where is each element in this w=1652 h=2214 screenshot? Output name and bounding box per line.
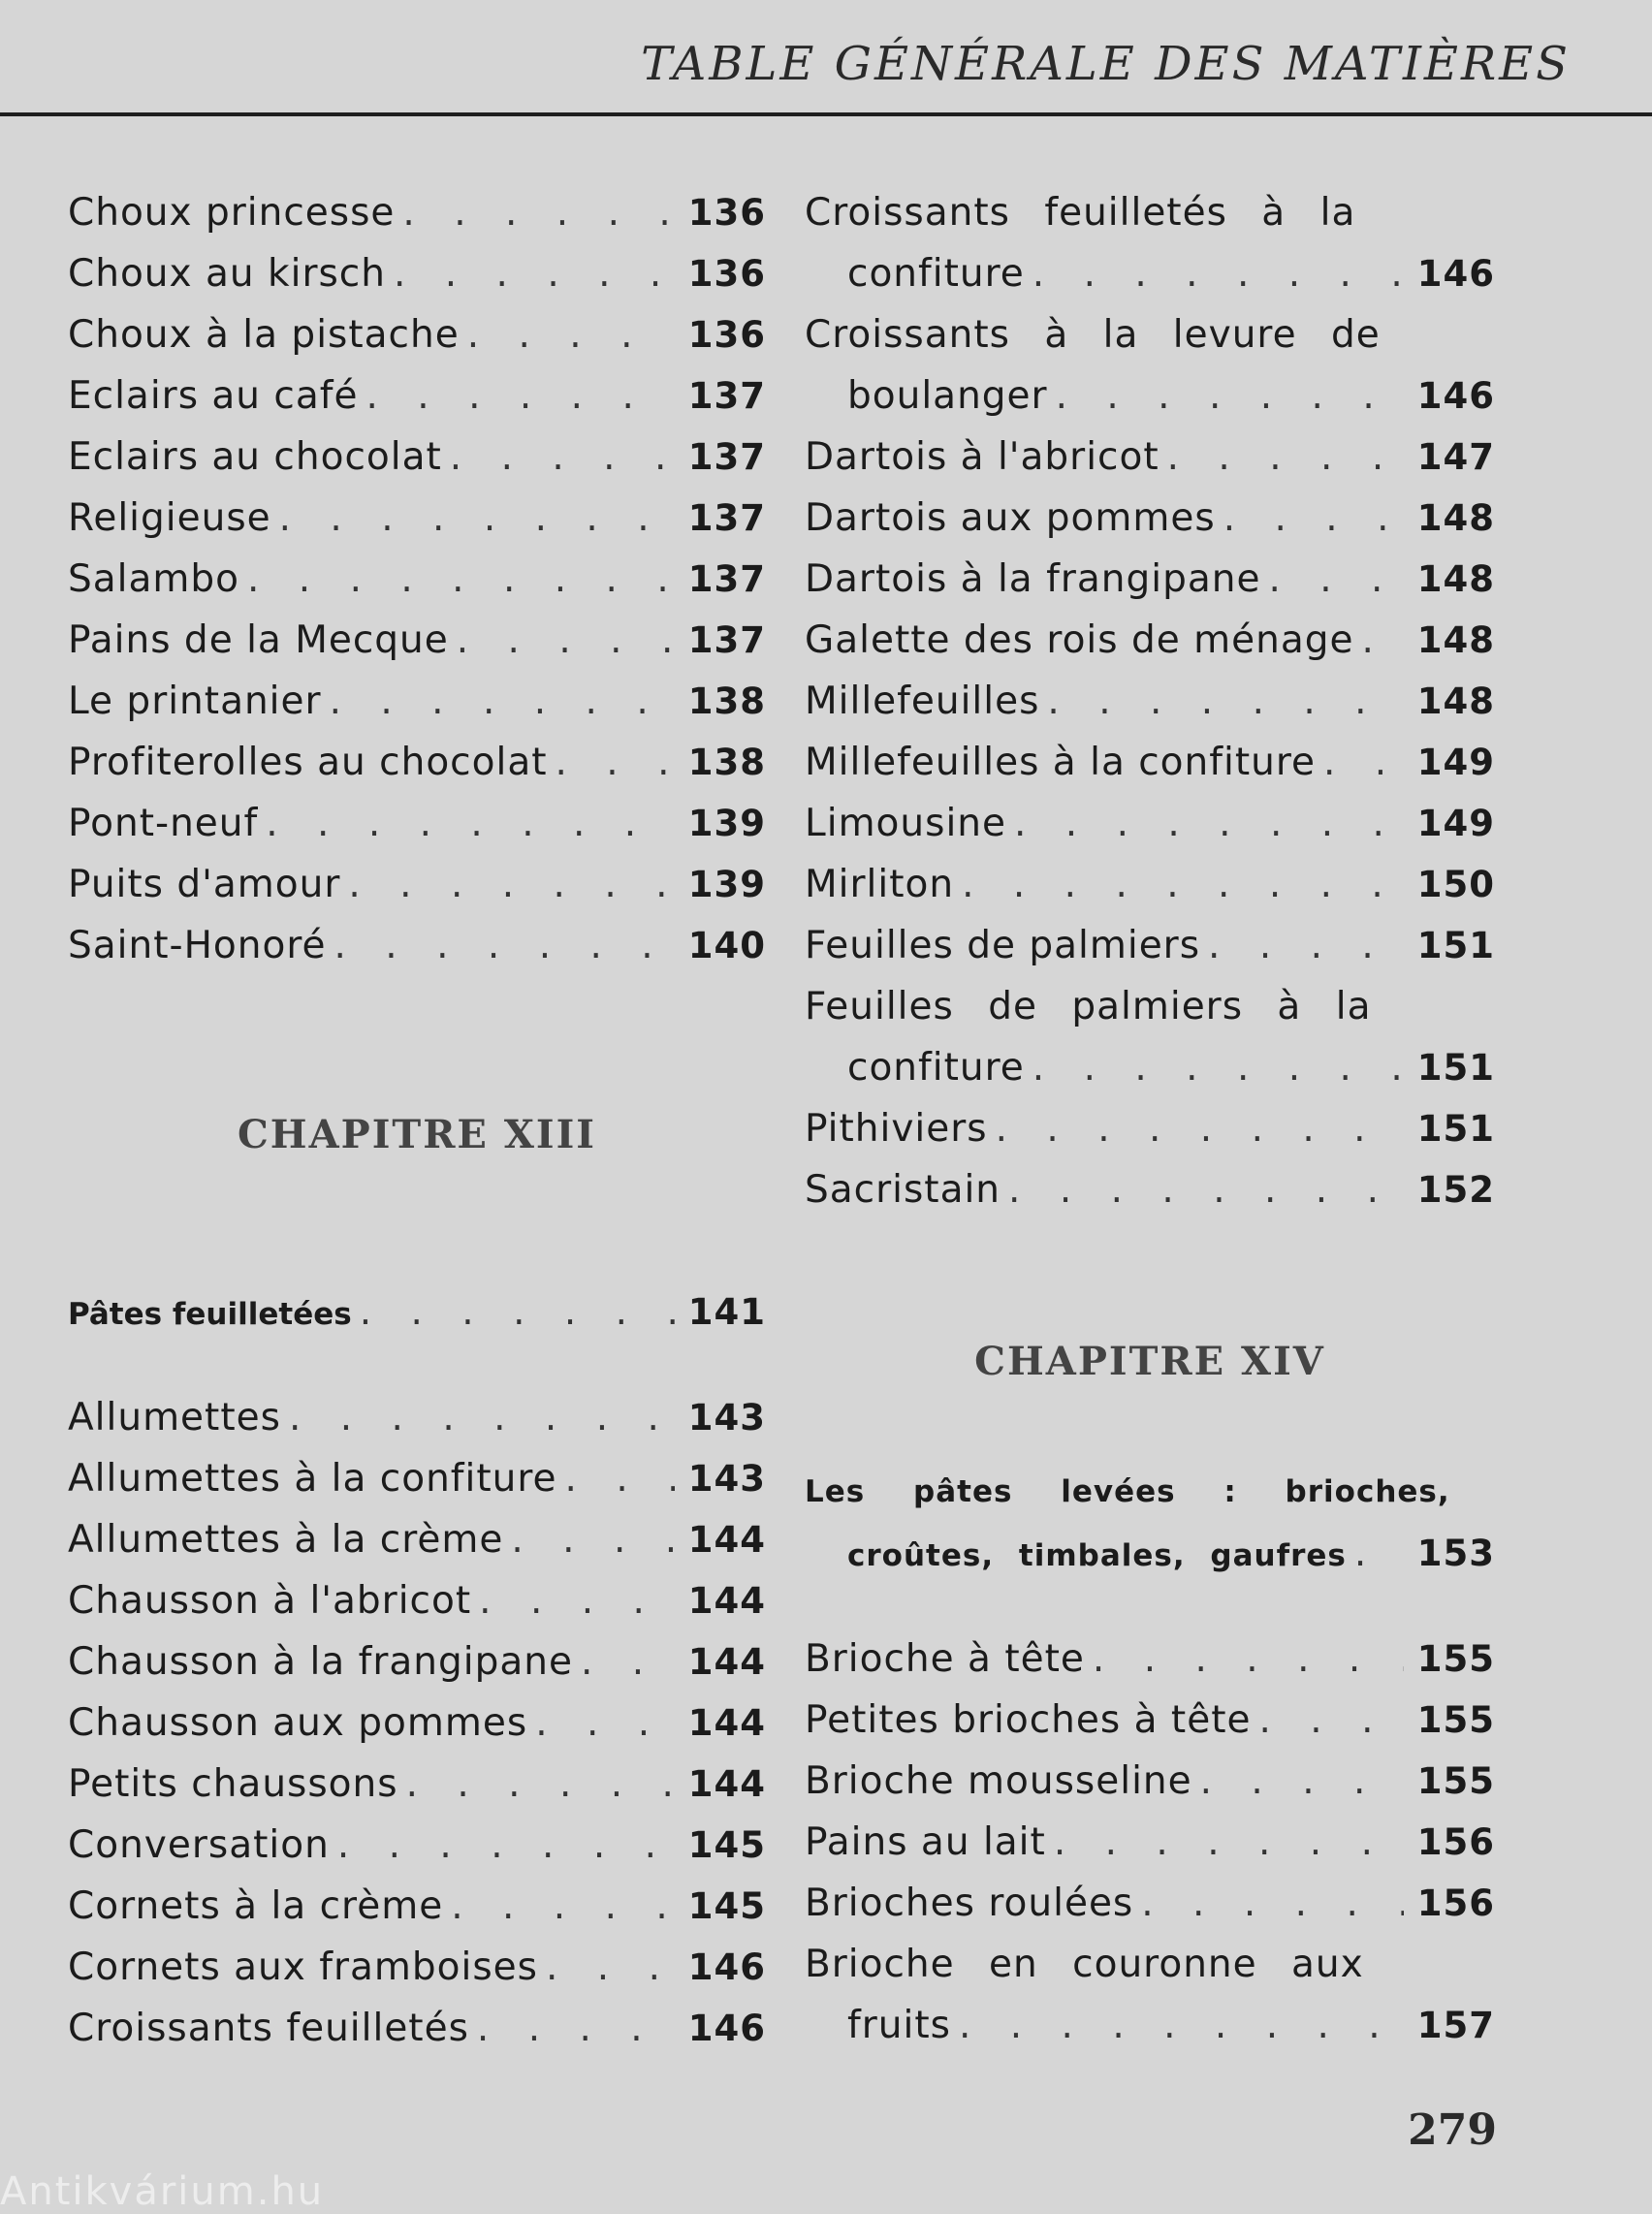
leader-dots <box>546 1937 675 1998</box>
toc-entry[interactable] <box>68 1448 766 1509</box>
toc-entry[interactable] <box>805 427 1495 488</box>
entry-label: Croissants feuilletés à la <box>805 191 1356 235</box>
page-number: 148 <box>1416 680 1495 722</box>
entry-label: Saint-Honoré <box>68 924 327 967</box>
entry-label: Feuilles de palmiers à la <box>805 985 1372 1028</box>
leader-dots <box>1008 1159 1404 1220</box>
watermark: Antikvárium.hu <box>0 2169 325 2214</box>
entry-label: Mirliton <box>805 863 955 906</box>
leader-dots <box>360 1281 675 1343</box>
entry-label: Croissants feuilletés <box>68 2007 469 2050</box>
leader-dots <box>1208 915 1404 976</box>
entry-label: Brioche en couronne aux <box>805 1943 1364 1986</box>
entry-label: Pains au lait <box>805 1820 1046 1864</box>
entry-label: Pains de la Mecque <box>68 618 449 662</box>
entry-label: Feuilles de palmiers <box>805 924 1201 967</box>
leader-dots <box>1032 243 1404 304</box>
page-number: 137 <box>687 436 766 478</box>
page-number-footer: 279 <box>1408 2105 1497 2155</box>
leader-dots <box>1167 427 1404 488</box>
toc-entry[interactable] <box>68 1876 766 1937</box>
toc-entry[interactable] <box>805 1098 1495 1159</box>
toc-entry[interactable] <box>68 1998 766 2059</box>
leader-dots <box>1093 1629 1404 1690</box>
leader-dots <box>402 182 675 243</box>
toc-entry[interactable] <box>68 427 766 488</box>
entry-second-line <box>805 1995 1495 2056</box>
toc-entry[interactable] <box>68 1692 766 1754</box>
page-number: 137 <box>687 375 766 417</box>
leader-dots <box>996 1098 1404 1159</box>
toc-entry[interactable] <box>68 1815 766 1876</box>
page-number: 137 <box>687 619 766 661</box>
leader-dots <box>511 1509 675 1570</box>
entry-label: Sacristain <box>805 1168 1001 1212</box>
page-number: 138 <box>687 680 766 722</box>
page-number: 139 <box>687 803 766 844</box>
section-label: Pâtes feuilletées <box>68 1297 352 1332</box>
toc-entry[interactable] <box>68 304 766 365</box>
page-number: 149 <box>1416 803 1495 844</box>
entry-label: Pont-neuf <box>68 802 259 845</box>
toc-entry[interactable] <box>68 854 766 915</box>
leader-dots <box>406 1754 675 1815</box>
entry-label: Millefeuilles à la confiture <box>805 741 1317 784</box>
leader-dots <box>1141 1873 1404 1934</box>
toc-entry[interactable] <box>68 732 766 793</box>
leader-dots <box>394 243 675 304</box>
page-number: 139 <box>687 864 766 905</box>
toc-entry[interactable] <box>68 1509 766 1570</box>
entry-label: Allumettes <box>68 1396 281 1439</box>
chapter-heading: CHAPITRE XIII <box>237 1112 597 1157</box>
page-number: 150 <box>1416 864 1495 905</box>
toc-entry[interactable] <box>68 488 766 549</box>
toc-entry[interactable] <box>805 549 1495 610</box>
page-number: 137 <box>687 558 766 600</box>
entry-label: Cornets aux framboises <box>68 1945 538 1989</box>
leader-dots <box>1323 732 1404 793</box>
toc-entry[interactable] <box>68 365 766 427</box>
entry-label: Eclairs au café <box>68 374 359 418</box>
page-number: 145 <box>687 1885 766 1927</box>
page-number: 143 <box>687 1397 766 1439</box>
leader-dots <box>451 1876 675 1937</box>
leader-dots <box>450 427 675 488</box>
page-number: 152 <box>1416 1169 1495 1211</box>
section-entry[interactable] <box>805 1462 1495 1584</box>
entry-label: Choux au kirsch <box>68 252 386 296</box>
toc-entry[interactable] <box>805 671 1495 732</box>
right-column <box>805 182 1495 2056</box>
toc-entry[interactable] <box>805 915 1495 976</box>
entry-label: confiture <box>847 252 1025 296</box>
toc-entry-wrapped[interactable] <box>805 304 1495 427</box>
leader-dots <box>279 488 675 549</box>
entry-label: Brioches roulées <box>805 1882 1134 1925</box>
entry-label: Conversation <box>68 1823 330 1867</box>
page-number: 144 <box>687 1702 766 1744</box>
entry-second-line <box>805 1523 1495 1584</box>
leader-dots <box>348 854 675 915</box>
entry-label: Allumettes à la crème <box>68 1518 504 1562</box>
running-header: TABLE GÉNÉRALE DES MATIÈRES <box>641 37 1571 91</box>
toc-entry[interactable] <box>68 182 766 243</box>
page-number: 145 <box>687 1824 766 1866</box>
page-number: 156 <box>1416 1882 1495 1924</box>
page-number: 148 <box>1416 558 1495 600</box>
entry-label: boulanger <box>847 374 1048 418</box>
page-number: 149 <box>1416 742 1495 783</box>
entry-label: Salambo <box>68 557 239 601</box>
page-number: 144 <box>687 1763 766 1805</box>
toc-entry[interactable] <box>68 1754 766 1815</box>
leader-dots <box>1354 1523 1404 1584</box>
entry-label: Chausson à la frangipane <box>68 1640 573 1684</box>
entry-label: Eclairs au chocolat <box>68 435 442 479</box>
page-number: 155 <box>1416 1760 1495 1802</box>
leader-dots <box>535 1692 675 1754</box>
leader-dots <box>1056 365 1404 427</box>
toc-list <box>805 427 1495 976</box>
page-number: 146 <box>687 1946 766 1988</box>
page-number: 143 <box>687 1458 766 1500</box>
section-label: croûtes, timbales, gaufres <box>847 1538 1347 1573</box>
leader-dots <box>1361 610 1404 671</box>
page-number: 156 <box>1416 1821 1495 1863</box>
page-number: 136 <box>687 314 766 356</box>
page-number: 155 <box>1416 1699 1495 1741</box>
toc-entry[interactable] <box>805 488 1495 549</box>
toc-entry[interactable] <box>805 1873 1495 1934</box>
leader-dots <box>556 732 675 793</box>
toc-entry[interactable] <box>68 1631 766 1692</box>
section-label: Les pâtes levées : brioches, <box>805 1474 1450 1509</box>
entry-label: Brioche à tête <box>805 1637 1085 1681</box>
entry-label: Brioche mousseline <box>805 1759 1192 1803</box>
toc-entry[interactable] <box>68 1570 766 1631</box>
chapter-heading: CHAPITRE XIV <box>974 1339 1325 1384</box>
leader-dots <box>1268 549 1404 610</box>
toc-entry-wrapped[interactable] <box>805 1934 1495 2056</box>
toc-entry-wrapped[interactable] <box>805 976 1495 1098</box>
page-number: 146 <box>1416 253 1495 295</box>
toc-entry[interactable] <box>68 1937 766 1998</box>
page-number: 141 <box>687 1291 766 1333</box>
entry-label: Galette des rois de ménage <box>805 618 1354 662</box>
entry-first-line <box>805 1462 1495 1523</box>
entry-label: Petits chaussons <box>68 1762 398 1806</box>
entry-label: Cornets à la crème <box>68 1884 444 1928</box>
entry-label: Puits d'amour <box>68 863 341 906</box>
entry-label: fruits <box>847 2004 951 2047</box>
toc-entry[interactable] <box>68 549 766 610</box>
toc-entry[interactable] <box>805 1751 1495 1812</box>
entry-label: Allumettes à la confiture <box>68 1457 557 1501</box>
toc-entry[interactable] <box>805 1159 1495 1220</box>
page-number: 138 <box>687 742 766 783</box>
leader-dots <box>467 304 675 365</box>
leader-dots <box>581 1631 675 1692</box>
toc-entry[interactable] <box>68 793 766 854</box>
leader-dots <box>289 1387 675 1448</box>
entry-second-line <box>805 365 1495 427</box>
toc-entry[interactable] <box>805 793 1495 854</box>
entry-second-line <box>805 1037 1495 1098</box>
page-number: 137 <box>687 497 766 539</box>
entry-label: Le printanier <box>68 680 322 723</box>
page-number: 144 <box>687 1641 766 1683</box>
entry-label: Choux à la pistache <box>68 313 460 357</box>
page-number: 155 <box>1416 1638 1495 1680</box>
leader-dots <box>477 1998 675 2059</box>
leader-dots <box>266 793 675 854</box>
entry-label: Chausson aux pommes <box>68 1701 528 1745</box>
toc-entry[interactable] <box>805 854 1495 915</box>
entry-label: Religieuse <box>68 496 271 540</box>
leader-dots <box>1014 793 1404 854</box>
leader-dots <box>365 365 675 427</box>
page-number: 146 <box>687 2008 766 2049</box>
toc-entry[interactable] <box>805 1629 1495 1690</box>
toc-entry[interactable] <box>805 610 1495 671</box>
leader-dots <box>334 915 675 976</box>
entry-label: Dartois à l'abricot <box>805 435 1160 479</box>
leader-dots <box>1047 671 1404 732</box>
leader-dots <box>1223 488 1404 549</box>
page-number: 140 <box>687 925 766 966</box>
header-rule <box>0 112 1652 116</box>
toc-entry[interactable] <box>805 1812 1495 1873</box>
page-number: 151 <box>1416 1047 1495 1089</box>
leader-dots <box>479 1570 675 1631</box>
leader-dots <box>1200 1751 1404 1812</box>
toc-entry[interactable] <box>68 671 766 732</box>
entry-second-line <box>805 243 1495 304</box>
leader-dots <box>962 854 1404 915</box>
page-number: 151 <box>1416 1108 1495 1150</box>
toc-list <box>68 182 766 976</box>
toc-list <box>805 182 1495 427</box>
leader-dots <box>457 610 675 671</box>
leader-dots <box>1032 1037 1404 1098</box>
entry-first-line <box>805 304 1495 365</box>
page-number: 146 <box>1416 375 1495 417</box>
toc-entry[interactable] <box>805 732 1495 793</box>
leader-dots <box>247 549 675 610</box>
entry-label: Croissants à la levure de <box>805 313 1381 357</box>
toc-entry[interactable] <box>805 1690 1495 1751</box>
section-entry[interactable] <box>68 1281 766 1343</box>
entry-first-line <box>805 182 1495 243</box>
toc-entry-wrapped[interactable] <box>805 182 1495 304</box>
page-number: 144 <box>687 1519 766 1561</box>
leader-dots <box>337 1815 675 1876</box>
page-number: 136 <box>687 192 766 234</box>
leader-dots <box>1054 1812 1404 1873</box>
page-number: 157 <box>1416 2005 1495 2046</box>
entry-label: Petites brioches à tête <box>805 1698 1252 1742</box>
entry-label: Dartois à la frangipane <box>805 557 1261 601</box>
entry-label: Limousine <box>805 802 1006 845</box>
page-number: 136 <box>687 253 766 295</box>
toc-entry[interactable] <box>68 1387 766 1448</box>
toc-entry[interactable] <box>68 915 766 976</box>
page-number: 144 <box>687 1580 766 1622</box>
entry-label: confiture <box>847 1046 1025 1090</box>
toc-entry[interactable] <box>68 243 766 304</box>
entry-first-line <box>805 976 1495 1037</box>
leader-dots <box>1258 1690 1404 1751</box>
entry-first-line <box>805 1934 1495 1995</box>
page-number: 147 <box>1416 436 1495 478</box>
toc-list <box>805 1629 1495 1934</box>
entry-label: Choux princesse <box>68 191 396 235</box>
entry-label: Pithiviers <box>805 1107 988 1151</box>
page-number: 153 <box>1416 1533 1495 1574</box>
entry-label: Profiterolles au chocolat <box>68 741 548 784</box>
toc-list <box>68 1387 766 2059</box>
toc-entry[interactable] <box>68 610 766 671</box>
leader-dots <box>959 1995 1404 2056</box>
page-number: 148 <box>1416 497 1495 539</box>
page-number: 148 <box>1416 619 1495 661</box>
toc-list <box>805 1098 1495 1220</box>
leader-dots <box>565 1448 675 1509</box>
page-number: 151 <box>1416 925 1495 966</box>
leader-dots <box>330 671 675 732</box>
entry-label: Millefeuilles <box>805 680 1040 723</box>
entry-label: Chausson à l'abricot <box>68 1579 472 1623</box>
left-column <box>68 182 766 2059</box>
entry-label: Dartois aux pommes <box>805 496 1216 540</box>
